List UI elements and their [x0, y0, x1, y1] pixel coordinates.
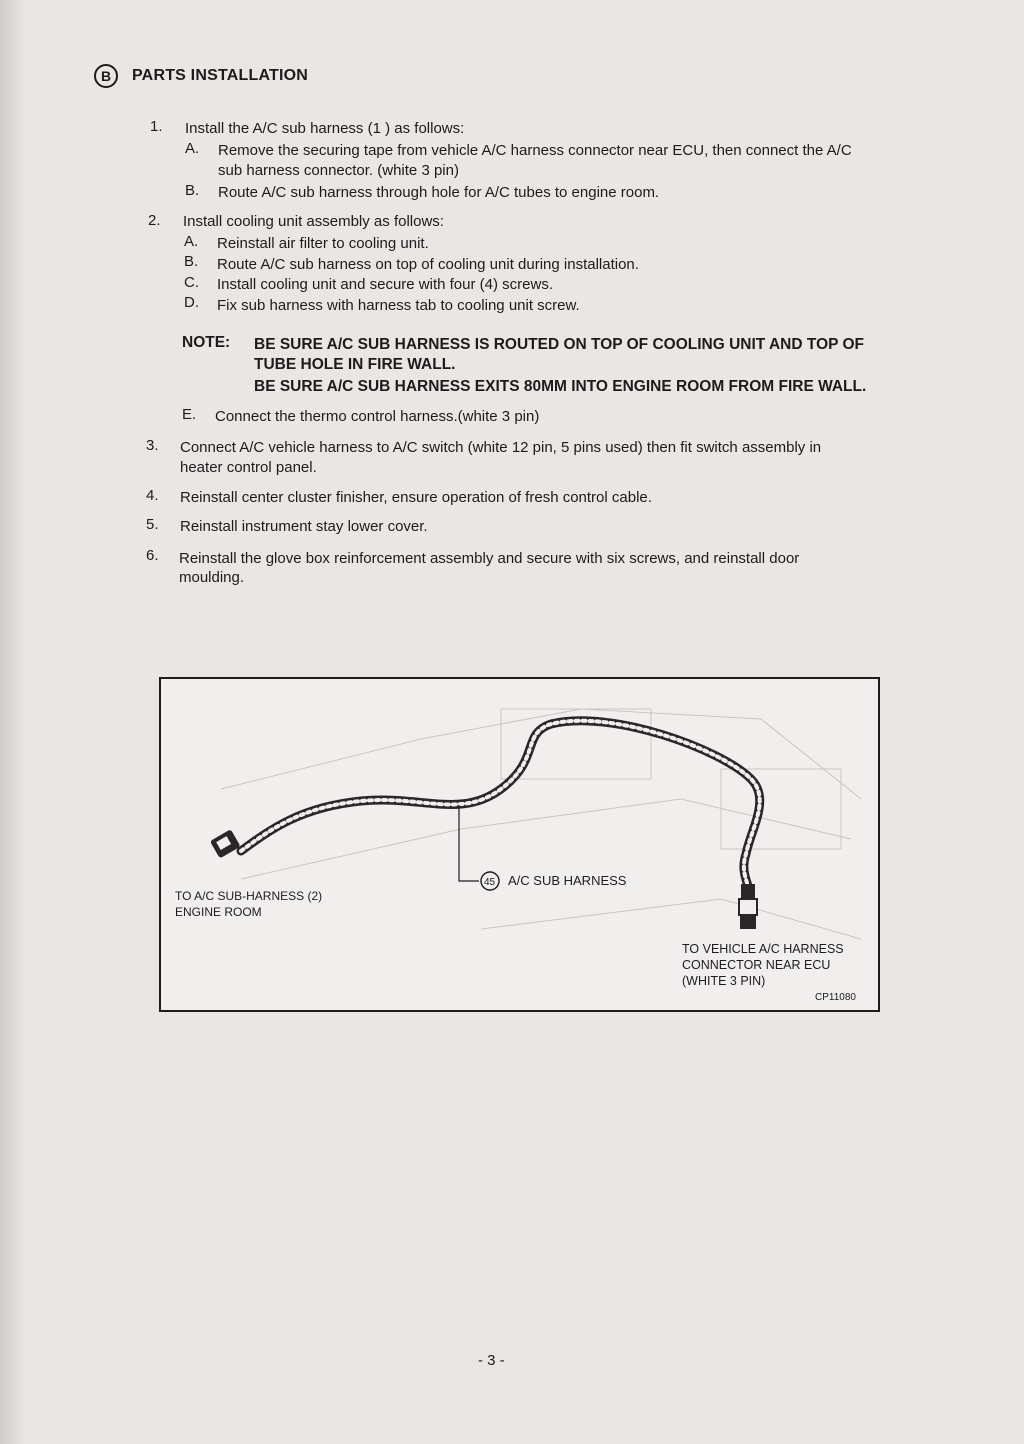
step-number: 2. — [148, 212, 161, 229]
substep-text: Connect the thermo control harness.(white 3 pin) — [215, 408, 540, 425]
step-number: 5. — [146, 516, 159, 533]
substep-text: Install cooling unit and secure with four (4) screws. — [217, 276, 553, 293]
section-heading — [94, 64, 308, 88]
step-number: 4. — [146, 487, 159, 504]
step-number: 1. — [150, 118, 163, 135]
figure-code: CP11080 — [815, 992, 856, 1003]
callout-number: 45 — [484, 877, 496, 888]
right-label: (WHITE 3 PIN) — [682, 974, 766, 988]
note-text: BE SURE A/C SUB HARNESS EXITS 80MM INTO ENGINE ROOM FROM FIRE WALL. — [254, 378, 867, 395]
substep-text: Reinstall air filter to cooling unit. — [217, 235, 429, 252]
substep-text: sub harness connector. (white 3 pin) — [218, 162, 459, 179]
section-letter-badge: B — [94, 64, 118, 88]
step-text: heater control panel. — [180, 459, 317, 476]
step-number: 3. — [146, 437, 159, 454]
page-edge-shadow — [0, 0, 24, 1444]
sub-harness-cable — [241, 721, 760, 889]
step-text: Connect A/C vehicle harness to A/C switch (white 12 pin, 5 pins used) then fit switch assembly in — [180, 439, 822, 456]
substep-text: Route A/C sub harness on top of cooling unit during installation. — [217, 256, 639, 273]
left-connector — [210, 829, 241, 858]
step-text: Install the A/C sub harness (1 ) as follows: — [185, 120, 465, 137]
substep-text: Route A/C sub harness through hole for A/C tubes to engine room. — [218, 184, 660, 201]
right-label: CONNECTOR NEAR ECU — [682, 958, 831, 972]
substep-letter: D. — [184, 294, 199, 311]
note-text: TUBE HOLE IN FIRE WALL. — [254, 356, 456, 373]
section-title: PARTS INSTALLATION — [132, 67, 309, 84]
harness-diagram — [159, 677, 880, 1012]
substep-text: Remove the securing tape from vehicle A/C harness connector near ECU, then connect the A/C — [218, 142, 852, 159]
note-label: NOTE: — [182, 334, 231, 351]
left-label: TO A/C SUB-HARNESS (2) — [175, 889, 323, 903]
substep-letter: A. — [184, 233, 199, 250]
step-number: 6. — [146, 547, 159, 564]
step-text: Reinstall the glove box reinforcement assembly and secure with six screws, and reinstall door — [179, 550, 800, 567]
substep-letter: B. — [185, 182, 200, 199]
step-text: Reinstall center cluster finisher, ensure operation of fresh control cable. — [180, 489, 652, 506]
substep-letter: E. — [182, 406, 197, 423]
step-text: moulding. — [179, 569, 245, 586]
right-label: TO VEHICLE A/C HARNESS — [682, 942, 844, 956]
step-text: Reinstall instrument stay lower cover. — [180, 518, 428, 535]
substep-letter: C. — [184, 274, 199, 291]
substep-letter: A. — [185, 140, 200, 157]
substep-text: Fix sub harness with harness tab to cooling unit screw. — [217, 297, 580, 314]
callout-label: A/C SUB HARNESS — [508, 873, 627, 888]
left-label: ENGINE ROOM — [175, 905, 262, 919]
substep-letter: B. — [184, 253, 199, 270]
note-text: BE SURE A/C SUB HARNESS IS ROUTED ON TOP OF COOLING UNIT AND TOP OF — [254, 336, 865, 353]
step-text: Install cooling unit assembly as follows: — [183, 213, 444, 230]
right-connector — [739, 884, 757, 929]
page-number: - 3 - — [478, 1352, 505, 1369]
